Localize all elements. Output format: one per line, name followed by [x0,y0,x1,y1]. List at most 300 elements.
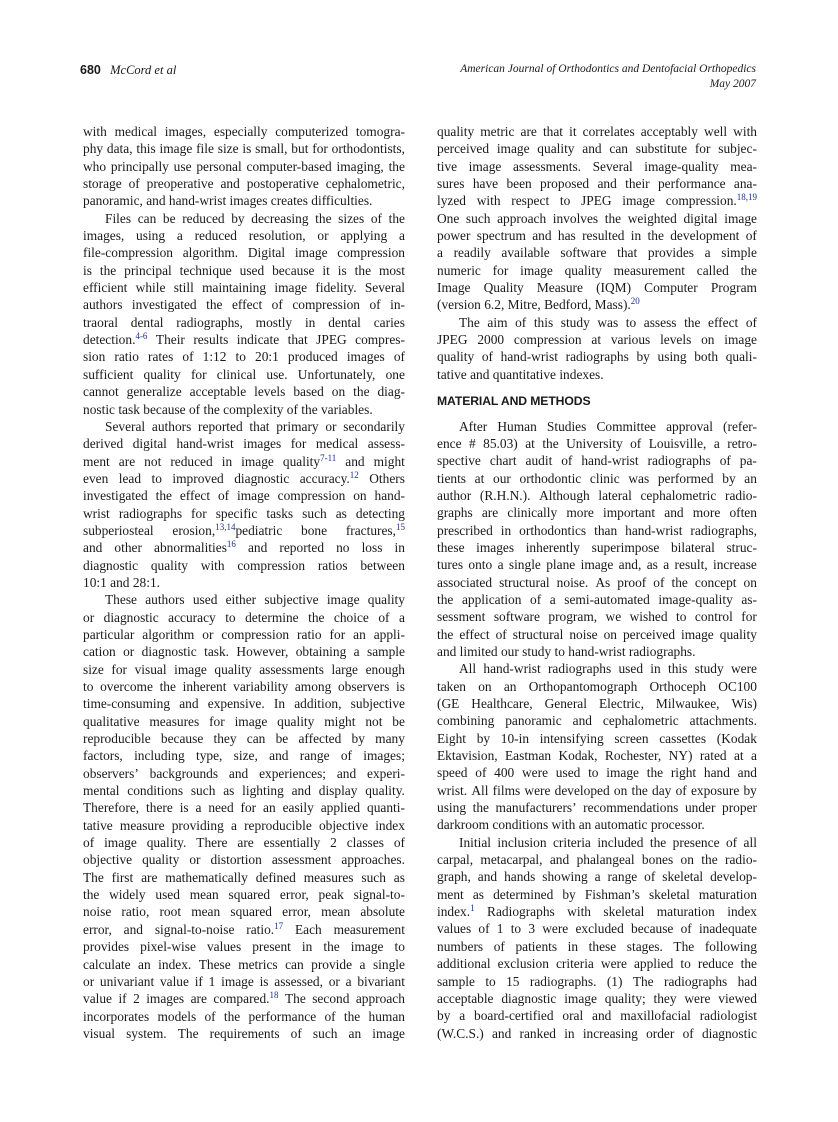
word: cassettes [659,730,707,746]
word: the [542,435,559,451]
word: provides [83,939,130,955]
word: to [559,193,571,209]
word: and [220,176,240,192]
word: additional [437,956,491,972]
word: a [359,956,366,972]
word: of [324,1008,336,1024]
text-line [83,851,405,868]
word: task. [204,644,230,660]
word: phy [83,141,104,157]
word: of [378,609,390,625]
word: Kodak, [558,748,598,764]
word: image [606,765,639,781]
word: quality [537,141,575,157]
word: and [572,713,592,729]
word: bivariant [357,973,405,989]
word: or [123,644,135,660]
word: that [617,245,638,261]
reference-citation[interactable]: 20 [630,296,640,307]
word: visual [83,1025,115,1041]
text-line [437,210,757,227]
word: subjective [350,696,405,712]
word: mean [189,887,219,903]
word: graph, [437,869,471,885]
word: image [294,245,328,261]
word: of [745,228,757,244]
text-line [83,886,405,903]
word: of [481,349,494,365]
word: subjective [264,592,319,608]
word: with [83,124,107,139]
word: principally [110,158,169,174]
word: All [459,661,477,677]
word: tasks [266,505,294,521]
word: radiographs, [176,314,243,330]
text-line [83,747,405,764]
word: determine [245,609,299,625]
word: correlates [582,124,635,139]
word: assessed, [274,973,323,989]
word: quality [142,852,180,868]
word: diagnostic [103,609,159,625]
word: levels [660,332,692,348]
word: inherent [182,679,227,694]
word: cephalometric, [325,176,405,192]
word: 85.03) [483,435,518,451]
word: data, [106,141,133,157]
word: for [694,141,711,157]
word: most [378,262,405,278]
word: reproducible [83,731,151,747]
word: as [472,886,484,902]
word: specific [215,505,258,521]
word: Several [592,158,633,174]
word: skeletal [662,869,704,885]
word: that [249,418,270,434]
word: quality [437,124,475,139]
reference-citation[interactable]: 1 [470,903,475,914]
word: inherently [525,539,580,555]
word: wrist. [437,782,468,798]
word: compression [513,332,582,348]
word: mea- [730,158,757,174]
word: with [733,124,757,139]
word: diagnostic [234,470,290,486]
word: by [636,349,650,365]
word: cephalometric [602,713,679,729]
word: quality [437,349,475,365]
word: requirements [209,1025,280,1041]
word: acceptable [189,384,247,400]
word: the [647,228,664,244]
word: no [336,540,350,556]
word: were [730,661,757,677]
word: single [372,956,405,972]
text-line [437,574,757,591]
word: personal [196,158,242,174]
word: of [530,591,542,607]
word: the [437,591,454,607]
word: the [472,800,489,816]
word: Initial [459,834,491,850]
word: image [724,332,757,348]
word: lighting [242,783,284,799]
word: develop- [710,869,757,885]
word: other [114,540,142,556]
word: all [743,834,757,850]
word: of [217,488,230,504]
word: image [580,557,614,573]
word: or [83,609,95,625]
text-line [437,938,757,955]
text-line [437,678,757,695]
word: a [230,817,237,833]
word: of [682,1025,694,1041]
word: maturation [698,886,757,902]
word: These [198,956,231,972]
word: qualitative [83,713,140,729]
word: metric [480,124,515,139]
word: by [476,730,491,746]
word: with [476,193,501,209]
word: Image [437,280,471,296]
word: Human [497,418,537,434]
word: Wis) [731,696,757,711]
word: order [646,1025,675,1041]
word: maintaining [202,280,267,296]
text-line [83,661,405,678]
text-line [437,903,757,920]
word: the [604,210,622,226]
word: reported [279,540,325,556]
word: size [217,141,239,157]
word: increase [713,557,757,573]
word: used [555,765,581,781]
word: algorithm. [182,245,239,261]
word: because [160,731,204,747]
word: for [312,141,328,157]
text-line [437,175,757,192]
word: by [722,470,736,486]
word: Rochester, [604,748,662,764]
word: the [649,834,667,850]
word: provides [647,245,694,261]
word: it [322,262,330,278]
word: used [618,661,644,677]
word: 20:1 [255,349,279,365]
word: expensive. [207,696,265,712]
text-line [83,123,405,140]
word: right [670,765,697,781]
word: panoramic [505,713,562,729]
word: These [105,592,137,608]
word: pixel-wise [140,939,196,955]
word: the [206,297,223,313]
word: accuracy [168,609,216,625]
text-line [437,747,757,764]
word: skeletal [603,904,645,920]
word: of [182,349,194,365]
word: visual [134,661,167,677]
word: easily [282,800,314,816]
word: In [273,696,286,712]
word: study [560,314,590,330]
word: One [437,210,460,226]
word: index.$^1$ [437,903,475,920]
word: of [495,626,507,642]
word: radiographs, [690,522,757,538]
word: ratio [297,626,322,642]
word: addition, [294,696,342,712]
word: 2 [133,991,140,1007]
text-line [83,487,405,504]
word: this [668,661,688,677]
word: medical [114,124,157,139]
word: and, [618,557,642,573]
word: such [465,210,491,226]
word: on [478,678,492,694]
word: of [719,453,731,469]
word: range [299,748,330,764]
word: and [269,748,289,764]
word: bone [301,522,328,538]
word: either [225,592,257,608]
word: noise [83,904,112,920]
word: Digital [247,245,286,261]
word: univariant [99,973,155,989]
word: at [474,470,485,486]
word: image [274,280,308,296]
word: board-certified [474,1008,554,1024]
reference-citation[interactable]: 16 [226,539,236,550]
word: variability [233,679,289,694]
word: they [213,731,237,747]
word: range [607,869,638,885]
word: hand-wrist [581,453,639,469]
word: time-consuming [83,696,171,712]
word: values [437,921,472,937]
word: of [675,782,687,798]
text-line [437,1007,757,1024]
word: the [646,765,664,781]
text-line [437,487,757,504]
word: performed [657,470,714,486]
right-column [437,123,757,1042]
text-line [437,1025,757,1042]
text-line [437,868,757,885]
word: by [437,1008,451,1024]
word: use. [266,366,288,382]
word: and [291,783,311,799]
word: preoperative [146,176,214,192]
text-line [83,522,405,539]
word: backgrounds [149,765,219,781]
reference-citation[interactable]: 7-11 [320,452,337,463]
text-line [83,401,405,418]
word: are [141,869,158,885]
reference-citation[interactable]: 15 [396,521,405,532]
word: to [151,470,162,486]
word: postoperative [246,176,319,192]
text-line [437,296,757,313]
word: effect [231,297,263,313]
word: included [597,834,644,850]
word: quality [150,557,189,573]
word: images [243,436,282,452]
word: University [566,435,623,451]
word: criteria [555,956,594,972]
word: hand-wrist [625,522,683,538]
word: a [459,1008,466,1024]
reference-citation[interactable]: 13,14 [215,521,236,532]
word: might [373,453,405,469]
word: authors [83,297,123,313]
word: compression.$^{18,19}$ [665,192,757,209]
word: at [525,435,535,451]
word: still [173,280,194,296]
word: of [493,938,505,954]
word: the [223,1008,241,1024]
text-line [83,244,405,261]
word: simple [721,245,757,261]
word: cation [83,644,116,660]
word: both [694,349,719,365]
word: can [285,956,304,972]
word: criteria [552,834,591,850]
word: and [582,141,602,157]
word: (R.H.N.). [479,487,531,503]
word: Others [369,470,405,486]
word: images, [164,124,207,139]
text-line [437,816,757,833]
word: proof [617,574,647,590]
word: Quality [483,280,524,296]
word: a [353,644,360,660]
word: of [725,834,738,850]
word: quality. [365,783,405,799]
text-line [83,192,405,209]
text-line [437,331,757,348]
word: especially [213,124,268,139]
word: Files [105,210,132,226]
word: using [136,228,166,244]
word: ratio [114,349,139,365]
word: mostly [255,314,293,330]
word: for [240,800,257,816]
word: carpal, [437,852,474,868]
word: fractures,$^{15}$ [345,521,405,538]
line-text: (version 6.2, Mitre, Bedford, Mass). [437,297,631,313]
word: appli- [373,626,405,642]
word: be [392,713,405,729]
word: quali- [725,349,757,365]
word: the [343,1008,361,1024]
word: Eight [437,730,467,746]
text-line [437,452,757,469]
reference-citation[interactable]: 18 [269,990,279,1001]
word: incorporates [83,1008,150,1024]
word: be [162,210,176,226]
reference-citation[interactable]: 12 [349,469,359,480]
text-line [437,764,757,781]
word: speed [437,765,468,781]
word: images [346,349,385,365]
word: of [630,435,642,451]
word: application [461,591,522,607]
word: need [208,800,234,816]
word: tures [437,557,464,573]
line-text: darkroom conditions with an automatic processor. [437,817,705,833]
word: metacarpal, [480,852,543,868]
word: of [561,453,573,469]
reference-citation[interactable]: 4-6 [135,331,148,342]
word: diag- [377,384,405,400]
word: of [340,748,352,764]
word: Unfortunately, [297,366,376,382]
word: NY) [668,748,693,764]
word: than [594,522,618,538]
word: assess- [367,436,405,452]
text-line [437,366,757,383]
word: inadequate [698,921,757,937]
word: in [221,453,233,469]
word: we [605,609,622,625]
word: these [437,539,465,555]
word: The [459,314,480,330]
word: and [123,921,143,937]
reference-citation[interactable]: 18,19 [736,192,757,203]
word: ratio.$^{17}$ [246,920,284,937]
word: Eastman [505,748,552,764]
word: the [684,314,701,330]
word: of [478,921,490,937]
word: software [560,245,607,261]
word: large [331,661,358,677]
word: squared [228,887,271,903]
word: caries [373,314,405,330]
word: dental [130,314,164,330]
word: Electric, [598,696,644,711]
word: 15 [506,973,520,989]
word: spective [437,453,481,469]
text-line [437,643,757,660]
word: an [353,626,366,642]
word: observers’ [83,765,139,781]
word: of [271,297,283,313]
word: assess [643,314,677,330]
word: image [159,141,193,157]
word: on [680,852,694,868]
word: as [393,869,405,885]
text-line [83,453,405,470]
word: clinical [216,366,257,382]
word: retro- [727,435,757,451]
word: quality [143,366,181,382]
reference-citation[interactable]: 17 [274,920,284,931]
word: not [365,713,383,729]
word: if [118,991,127,1007]
word: (W.C.S.) [437,1025,484,1041]
text-line [83,505,405,522]
word: semi-automated [564,591,650,607]
word: All [471,782,489,798]
word: Louisville, [648,435,707,451]
text-line [437,348,757,365]
word: As [595,574,611,590]
word: to [83,679,94,694]
word: have [472,176,499,192]
text-line [83,175,405,192]
